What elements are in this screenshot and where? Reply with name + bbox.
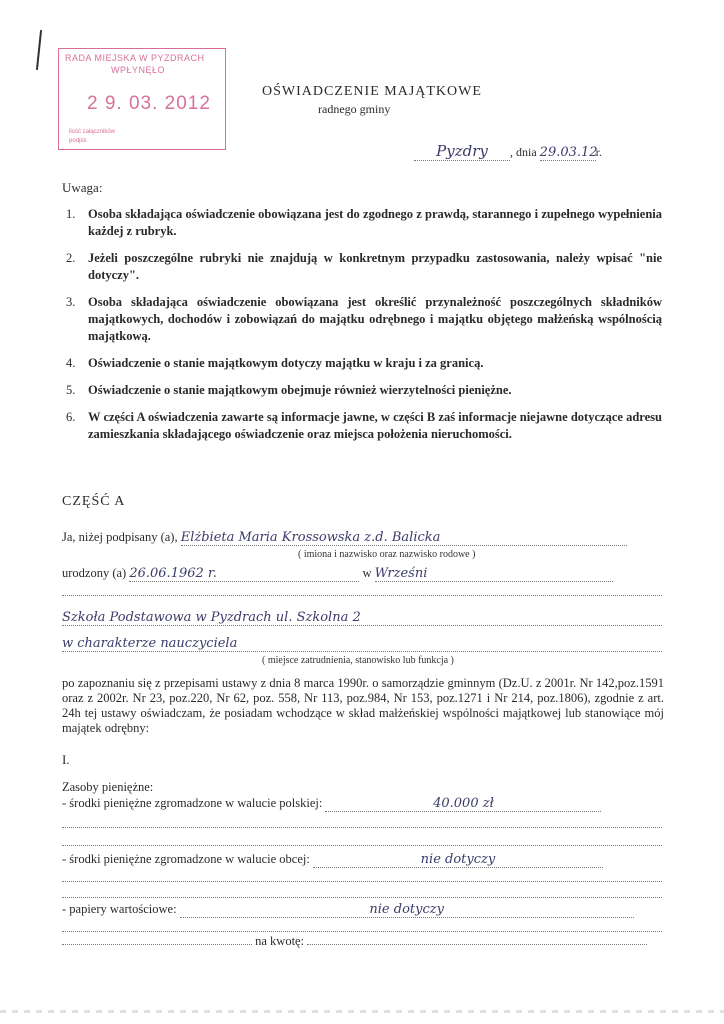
note-number: 3. — [66, 295, 76, 309]
section-1-heading: I. — [62, 752, 70, 767]
place-date-line — [414, 142, 602, 161]
foreign-value: nie dotyczy — [313, 852, 603, 868]
note-text: W części A oświadczenia zawarte są informacje jawne, w części B zaś informacje niejawne dotyczące adresu zamieszkania składającego oświadczenie oraz miejsca położenia nieruchomości. — [88, 410, 662, 441]
born-label: urodzony (a) — [62, 566, 127, 580]
note-item — [62, 355, 662, 372]
date-suffix: r. — [595, 145, 603, 159]
workplace-hint: ( miejsce zatrudnienia, stanowisko lub funkcja ) — [262, 655, 454, 666]
notes-heading: Uwaga: — [62, 180, 103, 195]
workplace-line-2: w charakterze nauczyciela — [62, 636, 662, 652]
name-hint: ( imiona i nazwisko oraz nazwisko rodowe ) — [298, 549, 476, 560]
stamp-line-4: podpis — [69, 138, 87, 144]
stamp-line-3: ilość załączników — [69, 129, 116, 135]
note-number: 5. — [66, 383, 76, 397]
stamp-line-2: WPŁYNĘŁO — [111, 65, 166, 75]
born-place: Wrześni — [375, 566, 613, 582]
blank-line — [62, 594, 662, 596]
blank-line — [62, 880, 662, 882]
amount-line — [62, 934, 647, 949]
stamp-date: 2 9. 03. 2012 — [87, 93, 211, 114]
note-item — [62, 206, 662, 240]
note-item — [62, 382, 662, 399]
blank-line — [62, 826, 662, 828]
note-number: 1. — [66, 207, 76, 221]
note-text: Osoba składająca oświadczenie obowiązana jest określić przynależność poszczególnych składników majątkowych, dochodów i zobowiązań do majątku odrębnego i majątku objętego małżeńską wspólnością majątkową. — [88, 295, 662, 343]
workplace-line-1: Szkoła Podstawowa w Pyzdrach ul. Szkolna 2 — [62, 610, 662, 626]
statement-text: po zapoznaniu się z przepisami ustawy z dnia 8 marca 1990r. o samorządzie gminnym (Dz.U. z 2001r. Nr 142,poz.1591 oraz z 2002r. Nr 23, poz.220, Nr 62, poz. 558, Nr 113, poz.984, Nr 153, poz.1271 i Nr 214, poz.1806), zgodnie z art. 24h tej ustawy oświadczam, że posiadam wchodzące w skład małżeńskiej wspólności majątkowej lub stanowiące mój majątek odrębny: — [62, 676, 664, 735]
securities-line — [62, 902, 634, 918]
pln-value: 40.000 zł — [325, 796, 601, 812]
blank-line — [62, 930, 662, 932]
born-in-label: w — [362, 566, 372, 580]
document-subtitle: radnego gminy — [318, 102, 391, 116]
note-text: Jeżeli poszczególne rubryki nie znajdują w konkretnym przypadku zastosowania, należy wpisać "nie dotyczy". — [88, 251, 662, 282]
stamp-line-1: RADA MIEJSKA W PYZDRACH — [65, 53, 205, 63]
note-item — [62, 250, 662, 284]
signed-by-label: Ja, niżej podpisany (a), — [62, 530, 178, 544]
pln-line — [62, 796, 601, 812]
foreign-line — [62, 852, 603, 868]
pln-label: - środki pieniężne zgromadzone w walucie polskiej: — [62, 796, 323, 810]
note-number: 2. — [66, 251, 76, 265]
amount-value — [307, 944, 647, 945]
signed-by-value: Elżbieta Maria Krossowska z.d. Balicka — [181, 530, 627, 546]
place-value: Pyzdry — [414, 142, 510, 161]
note-number: 4. — [66, 356, 76, 370]
note-text: Oświadczenie o stanie majątkowym dotyczy majątku w kraju i za granicą. — [88, 356, 484, 370]
born-date: 26.06.1962 r. — [129, 566, 359, 582]
note-item — [62, 409, 662, 443]
scan-edge — [0, 1010, 724, 1013]
note-number: 6. — [66, 410, 76, 424]
receipt-stamp — [58, 48, 226, 150]
note-text: Osoba składająca oświadczenie obowiązana jest do zgodnego z prawdą, starannego i zupełnego wypełnienia każdej z rubryk. — [88, 207, 662, 238]
securities-value: nie dotyczy — [180, 902, 634, 918]
resources-label: Zasoby pieniężne: — [62, 780, 154, 794]
date-label: , dnia — [510, 145, 537, 159]
amount-blank — [62, 944, 252, 945]
document-title: OŚWIADCZENIE MAJĄTKOWE — [262, 84, 482, 99]
date-value: 29.03.12 — [539, 145, 598, 160]
note-item — [62, 294, 662, 345]
amount-label: na kwotę: — [255, 934, 305, 948]
blank-line — [62, 844, 662, 846]
note-text: Oświadczenie o stanie majątkowym obejmuje również wierzytelności pieniężne. — [88, 383, 512, 397]
born-line — [62, 566, 613, 582]
signed-by-line — [62, 530, 627, 546]
notes-list — [62, 206, 662, 453]
part-a-heading: CZĘŚĆ A — [62, 494, 126, 509]
foreign-label: - środki pieniężne zgromadzone w walucie obcej: — [62, 852, 310, 866]
margin-mark — [36, 30, 42, 70]
blank-line — [62, 896, 662, 898]
securities-label: - papiery wartościowe: — [62, 902, 177, 916]
